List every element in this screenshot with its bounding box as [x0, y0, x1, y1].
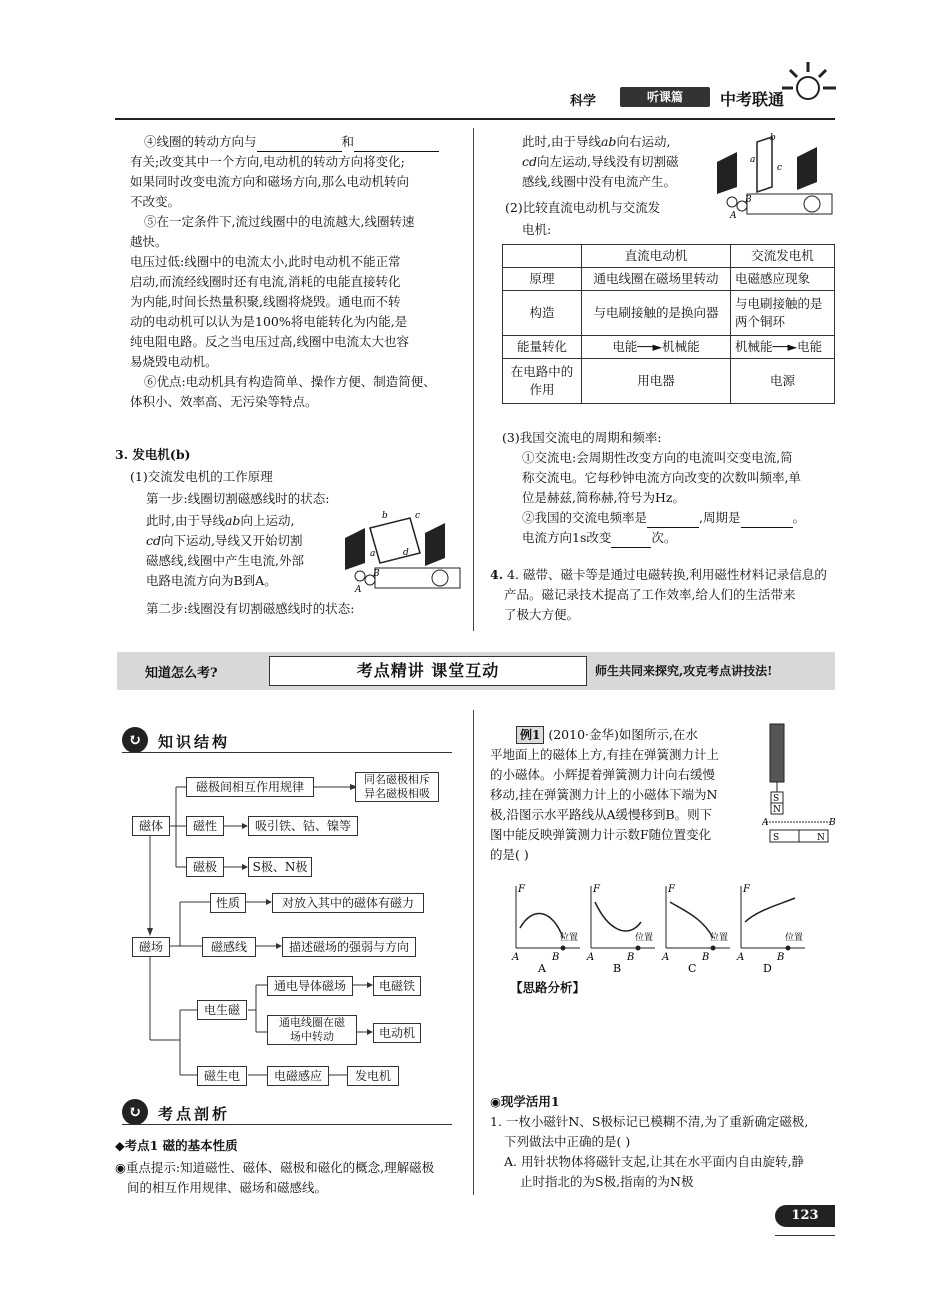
r1a: 此时,由于导线 [522, 134, 601, 149]
right-top-text [522, 132, 712, 192]
header-subject: 科学 [570, 94, 597, 109]
text-p4a: ④线圈的转动方向与 [144, 134, 257, 149]
table-row [503, 291, 835, 336]
ac-5b: 次。 [651, 530, 677, 545]
header-section: 听课篇 [620, 87, 710, 107]
compare-title-b: 电机: [522, 222, 552, 237]
graph-pos-label: 位置 [635, 933, 654, 943]
option-graphs [508, 880, 838, 975]
cell: 构造 [503, 291, 582, 336]
ac-4c: 。 [792, 510, 806, 525]
svg-text:a: a [370, 549, 376, 559]
graph-f-label: F [593, 884, 600, 895]
r1a-var: ab [600, 134, 617, 149]
ac-section [502, 428, 837, 548]
node-motor: 电动机 [373, 1023, 421, 1043]
text-v6: 易烧毁电动机。 [130, 354, 218, 369]
node-induction: 磁生电 [197, 1066, 247, 1086]
node-current-field: 通电导体磁场 [267, 976, 353, 996]
ex-1: (2010·金华)如图所示,在水 [548, 727, 698, 742]
text-p6a: ⑥优点:电动机具有构造简单、操作方便、制造简便、 [144, 374, 436, 389]
banner-right: 师生共同来探究,攻克考点讲技法! [595, 664, 773, 678]
r1b-var: cd [522, 154, 538, 169]
cell: 用电器 [582, 359, 731, 404]
generator-title: 3. 发电机(b) [115, 447, 191, 462]
node-poles-result: S极、N极 [248, 857, 312, 877]
ex-7: 的是( ) [490, 847, 529, 862]
node-em-induction: 电磁感应 [267, 1066, 329, 1086]
small-magnet-n: N [773, 805, 781, 815]
cell: 机械能──►电能 [731, 336, 835, 359]
svg-text:b: b [770, 133, 776, 143]
blank-period[interactable] [741, 513, 793, 528]
think-analysis: 【思路分析】 [510, 980, 586, 995]
node-pole-law: 磁极间相互作用规律 [186, 777, 314, 797]
node-coil-rotation [267, 1015, 357, 1045]
graph-b-label: B [552, 952, 560, 963]
ac-2: 称交流电。它每秒钟电流方向改变的次数叫频率,单 [522, 470, 801, 485]
graph-b-point [711, 946, 716, 951]
graph-option-label: D [763, 962, 772, 975]
header-brand: 中考联通 [720, 90, 785, 109]
law-r1: 同名磁极相斥 [364, 773, 430, 786]
graph-b-point [786, 946, 791, 951]
svg-text:d: d [403, 548, 409, 558]
graph-option-label: C [688, 962, 697, 975]
r1b: 向左运动,导线没有切割磁 [537, 154, 679, 169]
th-2: 交流发电机 [731, 245, 835, 268]
q1a: 1. 一枚小磁针N、S极标记已模糊不清,为了重新确定磁极, [490, 1114, 809, 1129]
node-poles: 磁极 [186, 857, 224, 877]
left-top-column [130, 132, 465, 412]
node-property: 性质 [210, 893, 246, 913]
analysis-icon: ↻ [122, 1099, 148, 1125]
generator-figure-2 [712, 132, 837, 220]
node-magnet: 磁体 [132, 816, 170, 836]
text-v3: 为内能,时间长热量积聚,线圈将烧毁。通电而不转 [130, 294, 401, 309]
graph-curve [520, 913, 563, 938]
banner-center: 考点精讲 课堂互动 [269, 656, 587, 686]
ex-3: 的小磁体。小辉提着弹簧测力计向右缓慢 [490, 767, 716, 782]
th-1: 直流电动机 [582, 245, 731, 268]
s1d: 电路电流方向为B到A。 [146, 573, 277, 588]
graph-pos-label: 位置 [560, 933, 579, 943]
ac-3: 位是赫兹,简称赫,符号为Hz。 [522, 490, 685, 505]
graph-a-label: A [587, 952, 595, 963]
generator-figure-1 [340, 508, 465, 593]
node-field: 磁场 [132, 937, 170, 957]
table-row [503, 359, 835, 404]
ex-5: 极,沿图示水平路线从A缓慢移到B。则下 [490, 807, 713, 822]
ac-5a: 电流方向1s改变 [522, 530, 612, 545]
node-magnetism-result: 吸引铁、钴、镍等 [248, 816, 358, 836]
text-p6b: 体积小、效率高、无污染等特点。 [130, 394, 318, 409]
kp-hint-b: 间的相互作用规律、磁场和磁感线。 [127, 1180, 328, 1195]
graph-b-label: B [777, 952, 785, 963]
node-generator: 发电机 [347, 1066, 399, 1086]
example-1 [490, 725, 755, 865]
graph-b-point [561, 946, 566, 951]
spring-scale-figure [762, 722, 838, 846]
cell: 与电刷接触的是两个铜环 [731, 291, 835, 336]
example-tag: 例1 [516, 726, 544, 744]
table-header-row [503, 245, 835, 268]
table-row [503, 268, 835, 291]
graph-pos-label: 位置 [785, 933, 804, 943]
page-header [570, 90, 785, 109]
blank-2[interactable] [354, 137, 439, 152]
cell: 通电线圈在磁场里转动 [582, 268, 731, 291]
cell: 能量转化 [503, 336, 582, 359]
node-field-lines-result: 描述磁场的强弱与方向 [282, 937, 416, 957]
blank-times[interactable] [611, 533, 651, 548]
cell: 与电刷接触的是换向器 [582, 291, 731, 336]
graph-b-label: B [702, 952, 710, 963]
step1-text [146, 511, 341, 591]
qA1: A. 用针状物体将磁针支起,让其在水平面内自由旋转,静 [504, 1154, 804, 1169]
step1: 第一步:线圈切割磁感线时的状态: [146, 491, 330, 506]
graph-curve [595, 902, 641, 931]
small-magnet-s: S [773, 794, 780, 804]
q1b: 下列做法中正确的是( ) [504, 1134, 631, 1149]
text-p4d: 如果同时改变电流方向和磁场方向,那么电动机转向 [130, 174, 409, 189]
graph-pos-label: 位置 [710, 933, 729, 943]
generator-sub: (1)交流发电机的工作原理 [130, 469, 273, 484]
ex-2: 平地面上的磁体上方,有挂在弹簧测力计上 [490, 747, 719, 762]
text-v2: 启动,而流经线圈时还有电流,消耗的电能直接转化 [130, 274, 401, 289]
graph-option-label: B [613, 962, 622, 975]
magnetic-record: 4. 4. 磁带、磁卡等是通过电磁转换,利用磁性材料记录信息的 产品。磁记录技术提高了工作效率,给人们的生活带来 了极大方便。 [490, 565, 840, 625]
svg-text:c: c [777, 163, 783, 173]
graph-curve [745, 898, 795, 922]
page-number: 123 [775, 1205, 835, 1227]
text-p5a: ⑤在一定条件下,流过线圈中的电流越大,线圈转速 [144, 214, 415, 229]
th-0 [503, 245, 582, 268]
graph-a-label: A [737, 952, 745, 963]
s1c: 磁感线,线圈中产生电流,外部 [146, 553, 304, 568]
big-magnet-s: S [773, 833, 780, 843]
cell: 电能──►机械能 [582, 336, 731, 359]
s1a-var: ab [224, 513, 241, 528]
point-b: B [829, 818, 836, 828]
node-electromagnet-result: 电磁铁 [373, 976, 421, 996]
ac-1: ①交流电:会周期性改变方向的电流叫交变电流,简 [522, 450, 793, 465]
blank-freq[interactable] [647, 513, 699, 528]
svg-text:A: A [730, 211, 737, 220]
m4a-text: 4. 磁带、磁卡等是通过电磁转换,利用磁性材料记录信息的 [507, 567, 827, 582]
compare-title-a: (2)比较直流电动机与交流发 [505, 200, 661, 215]
practice-section [490, 1092, 840, 1192]
graph-a-label: A [662, 952, 670, 963]
text-v5: 纯电阻电路。反之当电压过高,线圈中电流太大也容 [130, 334, 409, 349]
point-a: A [762, 818, 769, 828]
cell: 电源 [731, 359, 835, 404]
coil-a: 通电线圈在磁 [279, 1016, 345, 1029]
s1a: 此时,由于导线 [146, 513, 225, 528]
knowledge-title: 知识结构 [158, 733, 231, 751]
svg-text:a: a [750, 155, 756, 165]
graph-f-label: F [668, 884, 675, 895]
ex-4: 移动,挂在弹簧测力计上的小磁体下端为N [490, 787, 718, 802]
m4b: 产品。磁记录技术提高了工作效率,给人们的生活带来 [504, 587, 796, 602]
kp1: ◆考点1 磁的基本性质 [115, 1138, 238, 1153]
kp-hint [115, 1158, 465, 1198]
law-r2: 异名磁极相吸 [364, 787, 430, 800]
comparison-table [502, 244, 835, 404]
graph-f-label: F [743, 884, 750, 895]
r1c: 感线,线圈中没有电流产生。 [522, 174, 676, 189]
blank-1[interactable] [257, 137, 342, 152]
graph-curve [670, 902, 713, 938]
r1a-b: 向右运动, [616, 134, 671, 149]
column-divider-bottom [473, 710, 474, 1195]
table-row [503, 336, 835, 359]
ex-6: 图中能反映弹簧测力计示数F随位置变化 [490, 827, 712, 842]
graph-option-label: A [538, 962, 546, 975]
svg-text:B: B [373, 569, 380, 579]
banner-left: 知道怎么考? [145, 666, 218, 681]
text-p4b: 和 [341, 134, 355, 149]
analysis-title: 考点剖析 [158, 1105, 231, 1123]
step2: 第二步:线圈没有切割磁感线时的状态: [146, 601, 355, 616]
m4c: 了极大方便。 [504, 607, 580, 622]
node-electromagnet: 电生磁 [197, 1000, 247, 1020]
ac-title: (3)我国交流电的周期和频率: [502, 430, 662, 445]
coil-b: 场中转动 [290, 1030, 334, 1043]
header-rule [115, 118, 835, 120]
ac-4b: ,周期是 [699, 510, 741, 525]
ac-4a: ②我国的交流电频率是 [522, 510, 648, 525]
s1b-var: cd [146, 533, 162, 548]
node-property-result: 对放入其中的磁体有磁力 [272, 893, 424, 913]
node-field-lines: 磁感线 [202, 937, 256, 957]
big-magnet-n: N [817, 833, 825, 843]
cell: 在电路中的作用 [503, 359, 582, 404]
graph-b-point [636, 946, 641, 951]
text-p4c: 有关;改变其中一个方向,电动机的转动方向将变化; [130, 154, 405, 169]
svg-text:B: B [745, 195, 752, 205]
column-divider-top [473, 128, 474, 631]
graph-b-label: B [627, 952, 635, 963]
knowledge-rule [122, 752, 452, 753]
text-p4e: 不改变。 [130, 194, 181, 209]
svg-text:A: A [355, 585, 362, 593]
qA2: 止时指北的为S极,指南的为N极 [520, 1174, 694, 1189]
text-v1: 电压过低:线圈中的电流太小,此时电动机不能正常 [130, 254, 401, 269]
s1b: 向下运动,导线又开始切割 [161, 533, 303, 548]
knowledge-icon: ↻ [122, 727, 148, 753]
text-v4: 动的电动机可以认为是100%将电能转化为内能,是 [130, 314, 408, 329]
s1a-b: 向上运动, [240, 513, 295, 528]
svg-text:c: c [415, 511, 421, 521]
practice-title: ◉现学活用1 [490, 1094, 560, 1109]
graph-a-label: A [512, 952, 520, 963]
text-p5b: 越快。 [130, 234, 168, 249]
page-number-rule [775, 1235, 835, 1236]
node-pole-law-result [355, 772, 439, 802]
sun-logo-icon [780, 58, 840, 108]
cell: 电磁感应现象 [731, 268, 835, 291]
analysis-rule [122, 1124, 452, 1125]
svg-text:b: b [382, 511, 388, 521]
kp-hint-a: ◉重点提示:知道磁性、磁体、磁极和磁化的概念,理解磁极 [115, 1160, 435, 1175]
graph-f-label: F [518, 884, 525, 895]
node-magnetism: 磁性 [186, 816, 224, 836]
cell: 原理 [503, 268, 582, 291]
section-banner [117, 652, 835, 690]
